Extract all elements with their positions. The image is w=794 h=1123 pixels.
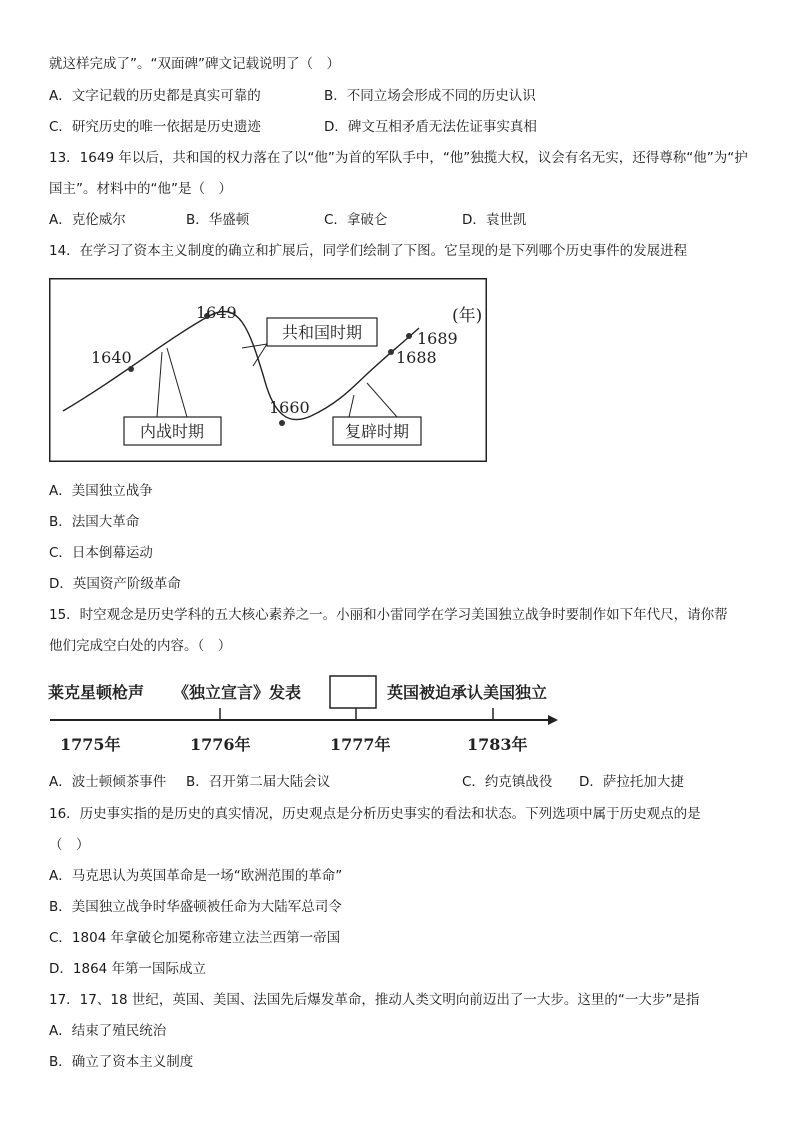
- year-unit-label: (年): [452, 306, 483, 326]
- q17-stem: 17．17、18 世纪，英国、美国、法国先后爆发革命，推动人类文明向前迈出了一大步。这里的“一大步”是指: [49, 992, 700, 1008]
- q15-option-b: B．召开第二届大陆会议: [186, 774, 331, 790]
- year-1783: 1783年: [467, 735, 528, 754]
- q12-stem-continuation: 就这样完成了”。“双面碑”碑文记载说明了（ ）: [49, 56, 340, 72]
- q12-option-b: B．不同立场会形成不同的历史认识: [324, 88, 536, 104]
- q14-option-d: D．英国资产阶级革命: [49, 576, 181, 592]
- q16-option-b: B．美国独立战争时华盛顿被任命为大陆军总司令: [49, 899, 342, 915]
- civil-war-label: 内战时期: [139, 422, 205, 441]
- year-1776: 1776年: [190, 735, 251, 754]
- q15-option-c: C．约克镇战役: [462, 774, 553, 790]
- timeline-arrow: [548, 715, 558, 725]
- q16-option-c: C．1804 年拿破仑加冕称帝建立法兰西第一帝国: [49, 930, 341, 946]
- q16-option-d: D．1864 年第一国际成立: [49, 961, 207, 977]
- year-1777: 1777年: [330, 735, 391, 754]
- q13-option-d: D．袁世凯: [462, 212, 527, 228]
- year-1640-label: 1640: [91, 348, 132, 367]
- q12-option-c: C．研究历史的唯一依据是历史遗迹: [49, 119, 261, 135]
- year-1660-label: 1660: [269, 398, 310, 417]
- blank-box-1777: [330, 676, 376, 708]
- point-1688: [388, 349, 394, 355]
- q14-option-c: C．日本倒幕运动: [49, 545, 153, 561]
- q14-option-a: A．美国独立战争: [49, 483, 153, 499]
- q12-option-d: D．碑文互相矛盾无法佐证事实真相: [324, 119, 537, 135]
- q17-option-a: A．结束了殖民统治: [49, 1023, 167, 1039]
- q13-option-b: B．华盛顿: [186, 212, 250, 228]
- q16-stem-line2: （ ）: [49, 837, 90, 853]
- event-1783: 英国被迫承认美国独立: [387, 683, 548, 702]
- republic-label: 共和国时期: [281, 323, 363, 342]
- q14-option-b: B．法国大革命: [49, 514, 140, 530]
- q15-stem-line1: 15．时空观念是历史学科的五大核心素养之一。小丽和小雷同学在学习美国独立战争时要制作如下年代尺，请你帮: [49, 607, 728, 623]
- q13-stem-line1: 13．1649 年以后，共和国的权力落在了以“他”为首的军队手中，“他”独揽大权，议会有名无实，还得尊称“他”为“护: [49, 150, 748, 166]
- year-1775: 1775年: [60, 735, 121, 754]
- q13-option-c: C．拿破仑: [324, 212, 388, 228]
- q13-stem-line2: 国主”。材料中的“他”是（ ）: [49, 181, 232, 197]
- year-1689-label: 1689: [417, 329, 458, 348]
- q16-stem-line1: 16．历史事实指的是历史的真实情况，历史观点是分析历史事实的看法和状态。下列选项中属于历史观点的是: [49, 806, 701, 822]
- q15-option-a: A．波士顿倾茶事件: [49, 774, 167, 790]
- q15-option-d: D．萨拉托加大捷: [579, 774, 684, 790]
- event-1775: 莱克星顿枪声: [48, 683, 145, 702]
- timeline-ruler: [40, 672, 580, 762]
- year-1688-label: 1688: [396, 348, 437, 367]
- year-1649-label: 1649: [196, 303, 237, 322]
- point-1689: [406, 333, 412, 339]
- restoration-label: 复辟时期: [344, 422, 410, 441]
- q15-stem-line2: 他们完成空白处的内容。（ ）: [49, 638, 232, 654]
- point-1660: [279, 420, 285, 426]
- q14-stem: 14．在学习了资本主义制度的确立和扩展后，同学们绘制了下图。它呈现的是下列哪个历史事件的发展进程: [49, 243, 688, 259]
- q16-option-a: A．马克思认为英国革命是一场“欧洲范围的革命”: [49, 868, 343, 884]
- q17-option-b: B．确立了资本主义制度: [49, 1054, 194, 1070]
- event-1776: 《独立宣言》发表: [173, 683, 302, 702]
- english-revolution-diagram: [49, 278, 487, 462]
- q12-option-a: A．文字记载的历史都是真实可靠的: [49, 88, 261, 104]
- q13-option-a: A．克伦威尔: [49, 212, 126, 228]
